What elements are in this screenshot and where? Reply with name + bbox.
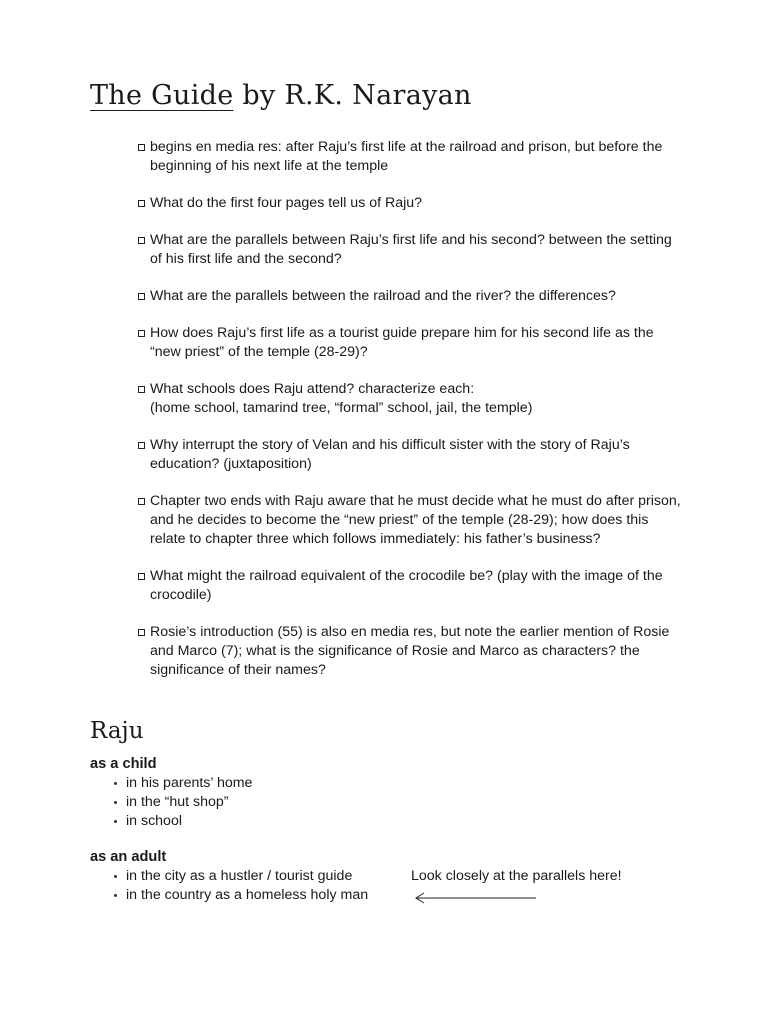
list-item-text: in the city as a hustler / tourist guide: [126, 868, 353, 884]
subheading-adult: as an adult: [90, 849, 167, 865]
list-item-text: in the “hut shop”: [126, 794, 229, 810]
checkbox-icon: [138, 144, 145, 151]
section-heading-raju: Raju: [90, 718, 144, 744]
list-item-text: in school: [126, 813, 182, 829]
question-list: [136, 138, 686, 698]
subheading-child: as a child: [90, 756, 157, 772]
question-item: [136, 567, 686, 605]
bullet-icon: [114, 782, 117, 785]
question-text: What might the railroad equivalent of the crocodile be? (play with the image of the crocodile): [150, 568, 663, 603]
bullet-icon: [114, 801, 117, 804]
checkbox-icon: [138, 293, 145, 300]
list-item-text: in his parents’ home: [126, 775, 253, 791]
checkbox-icon: [138, 330, 145, 337]
list-item: [112, 774, 252, 793]
question-text: What schools does Raju attend? characterize each: (home school, tamarind tree, “formal” school, jail, the temple): [150, 381, 533, 416]
left-arrow-icon: [412, 890, 538, 904]
parallels-note: Look closely at the parallels here!: [411, 868, 622, 884]
checkbox-icon: [138, 237, 145, 244]
question-item: [136, 231, 686, 269]
question-text: What do the first four pages tell us of Raju?: [150, 195, 423, 211]
checkbox-icon: [138, 498, 145, 505]
question-text: What are the parallels between the railroad and the river? the differences?: [150, 288, 616, 304]
bullet-icon: [114, 875, 117, 878]
child-list: [112, 774, 252, 831]
question-item: [136, 194, 686, 213]
list-item-text: in the country as a homeless holy man: [126, 887, 369, 903]
list-item: [112, 886, 368, 905]
question-text: begins en media res: after Raju’s first life at the railroad and prison, but before the beginning of his next life at the temple: [150, 139, 663, 174]
question-text: How does Raju’s first life as a tourist guide prepare him for his second life as the “new priest” of the temple (28-29)?: [150, 325, 654, 360]
checkbox-icon: [138, 442, 145, 449]
question-item: [136, 623, 686, 680]
title-author: by R.K. Narayan: [233, 80, 472, 111]
list-item: [112, 867, 368, 886]
question-text: Chapter two ends with Raju aware that he must decide what he must do after prison, and he decides to become the “new priest” of the temple (28-29); how does this relate to chapter three which follows immediately: his father’s business?: [150, 493, 681, 547]
list-item: [112, 812, 252, 831]
list-item: [112, 793, 252, 812]
title-book-name: The Guide: [90, 80, 234, 111]
question-item: [136, 492, 686, 549]
question-text: What are the parallels between Raju’s first life and his second? between the setting of his first life and the second?: [150, 232, 672, 267]
adult-list: [112, 867, 368, 905]
question-item: [136, 380, 686, 418]
question-item: [136, 324, 686, 362]
checkbox-icon: [138, 386, 145, 393]
checkbox-icon: [138, 200, 145, 207]
bullet-icon: [114, 894, 117, 897]
question-item: [136, 287, 686, 306]
question-text: Why interrupt the story of Velan and his difficult sister with the story of Raju’s education? (juxtaposition): [150, 437, 630, 472]
question-text: Rosie’s introduction (55) is also en media res, but note the earlier mention of Rosie and Marco (7); what is the significance of Rosie and Marco as characters? the significance of their names?: [150, 624, 670, 678]
question-item: [136, 436, 686, 474]
bullet-icon: [114, 820, 117, 823]
document-title: [90, 80, 472, 111]
checkbox-icon: [138, 573, 145, 580]
checkbox-icon: [138, 629, 145, 636]
question-item: [136, 138, 686, 176]
